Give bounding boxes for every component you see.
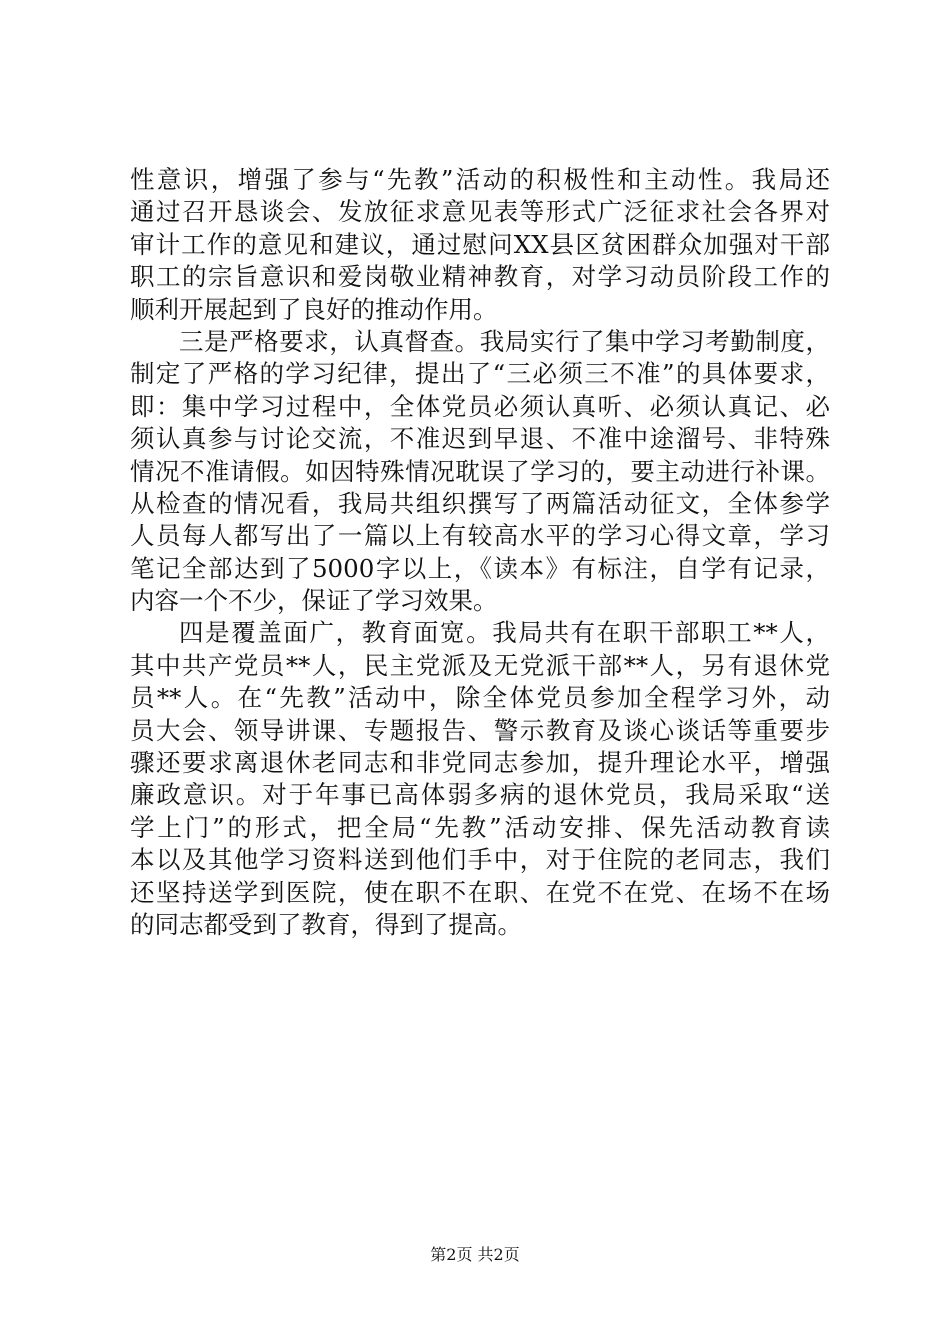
text-line: 从检查的情况看，我局共组织撰写了两篇活动征文，全体参学 (130, 488, 830, 518)
text-line: 廉政意识。对于年事已高体弱多病的退休党员，我局采取“送 (130, 780, 830, 810)
text-line: 情况不准请假。如因特殊情况耽误了学习的，要主动进行补课。 (130, 456, 830, 486)
body-text (130, 164, 830, 941)
text-line: 性意识，增强了参与“先教”活动的积极性和主动性。我局还 (130, 165, 830, 194)
text-line: 学上门”的形式，把全局“先教”活动安排、保先活动教育读 (130, 812, 830, 842)
text-line: 人员每人都写出了一篇以上有较高水平的学习心得文章，学习 (130, 521, 830, 551)
text-line: 本以及其他学习资料送到他们手中，对于住院的老同志，我们 (130, 845, 830, 875)
text-line: 骤还要求离退休老同志和非党同志参加，提升理论水平，增强 (130, 748, 830, 778)
text-line: 顺利开展起到了良好的推动作用。 (130, 294, 498, 324)
text-line: 还坚持送学到医院，使在职不在职、在党不在党、在场不在场 (130, 877, 830, 907)
page-number: 第2页 共2页 (430, 1245, 520, 1264)
text-line: 通过召开恳谈会、发放征求意见表等形式广泛征求社会各界对 (130, 197, 830, 227)
text-line: 员**人。在“先教”活动中，除全体党员参加全程学习外，动 (130, 683, 830, 713)
page-footer (0, 1244, 950, 1266)
text-line: 其中共产党员**人，民主党派及无党派干部**人，另有退休党 (130, 650, 830, 680)
text-line: 职工的宗旨意识和爱岗敬业精神教育，对学习动员阶段工作的 (130, 262, 830, 292)
paragraph-4-first-line: 四是覆盖面广，教育面宽。我局共有在职干部职工**人， (179, 618, 830, 648)
text-line: 须认真参与讨论交流，不准迟到早退、不准中途溜号、非特殊 (130, 424, 830, 454)
text-line: 审计工作的意见和建议，通过慰问XX县区贫困群众加强对干部 (130, 229, 830, 259)
text-line: 的同志都受到了教育，得到了提高。 (130, 909, 522, 939)
text-line: 即：集中学习过程中，全体党员必须认真听、必须认真记、必 (130, 391, 830, 421)
text-line: 内容一个不少，保证了学习效果。 (130, 586, 498, 616)
paragraph-3-first-line: 三是严格要求，认真督查。我局实行了集中学习考勤制度， (179, 326, 830, 356)
text-line: 笔记全部达到了5000字以上，《读本》有标注，自学有记录， (130, 553, 830, 583)
text-line: 制定了严格的学习纪律，提出了“三必须三不准”的具体要求， (130, 359, 830, 389)
text-line: 员大会、领导讲课、专题报告、警示教育及谈心谈话等重要步 (130, 715, 830, 745)
